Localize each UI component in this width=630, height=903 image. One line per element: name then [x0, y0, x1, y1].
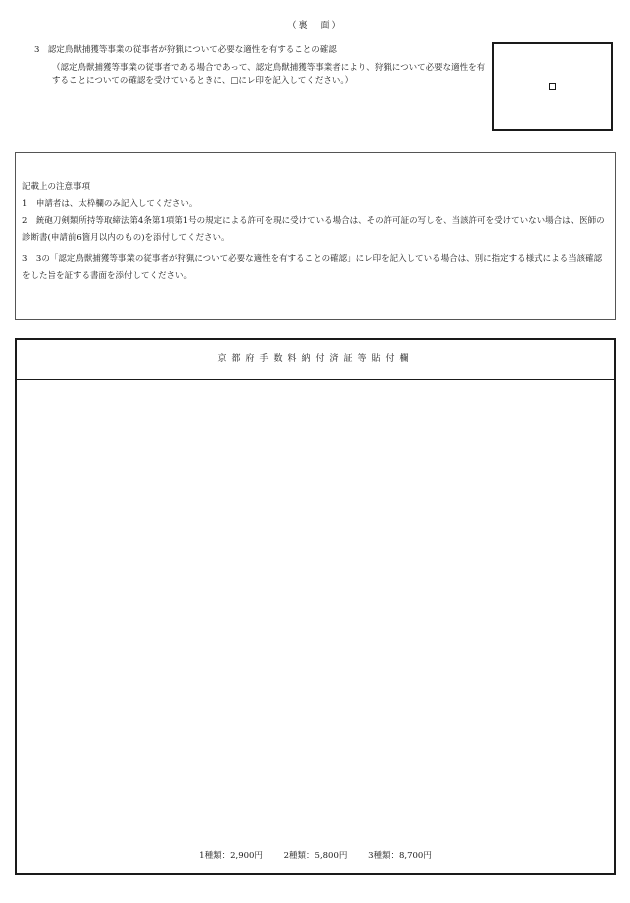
checkbox-icon[interactable]: [549, 83, 556, 90]
fee-stamp-title: 京都府手数料納付済証等貼付欄: [17, 340, 614, 380]
notes-panel: [15, 152, 616, 320]
section-3-instruction: （認定鳥獣捕獲等事業の従事者である場合であって、認定鳥獣捕獲等事業者により、狩猟について必要な適性を有することについての確認を受けているときに、□にレ印を記入してください。）: [52, 63, 486, 86]
fee-schedule: [17, 849, 614, 861]
note-item-2: 2 銃砲刀剣類所持等取締法第4条第1項第1号の規定による許可を現に受けている場合は、その許可証の写しを、当該許可を受けていない場合は、医師の診断書(申請前6箇月以内のもの)を添付してください。: [22, 216, 605, 243]
section-3-title: 3 認定鳥獣捕獲等事業の従事者が狩猟について必要な適性を有することの確認: [34, 45, 337, 55]
notes-title: 記載上の注意事項: [22, 182, 91, 192]
note-item-1: 1 申請者は、太枠欄のみ記入してください。: [22, 199, 198, 209]
fee-1-type: 1種類：2,900円: [199, 851, 263, 861]
page-title: （裏 面）: [287, 21, 343, 31]
fee-stamp-area[interactable]: [15, 338, 616, 875]
aptitude-check-field[interactable]: [492, 42, 613, 131]
fee-3-types: 3種類：8,700円: [368, 851, 432, 861]
fee-2-types: 2種類：5,800円: [283, 851, 348, 861]
note-item-3: 3 3の「認定鳥獣捕獲等事業の従事者が狩猟について必要な適性を有することの確認」にレ印を記入している場合は、別に指定する様式による当該確認をした旨を証する書面を添付してください。: [22, 254, 603, 281]
